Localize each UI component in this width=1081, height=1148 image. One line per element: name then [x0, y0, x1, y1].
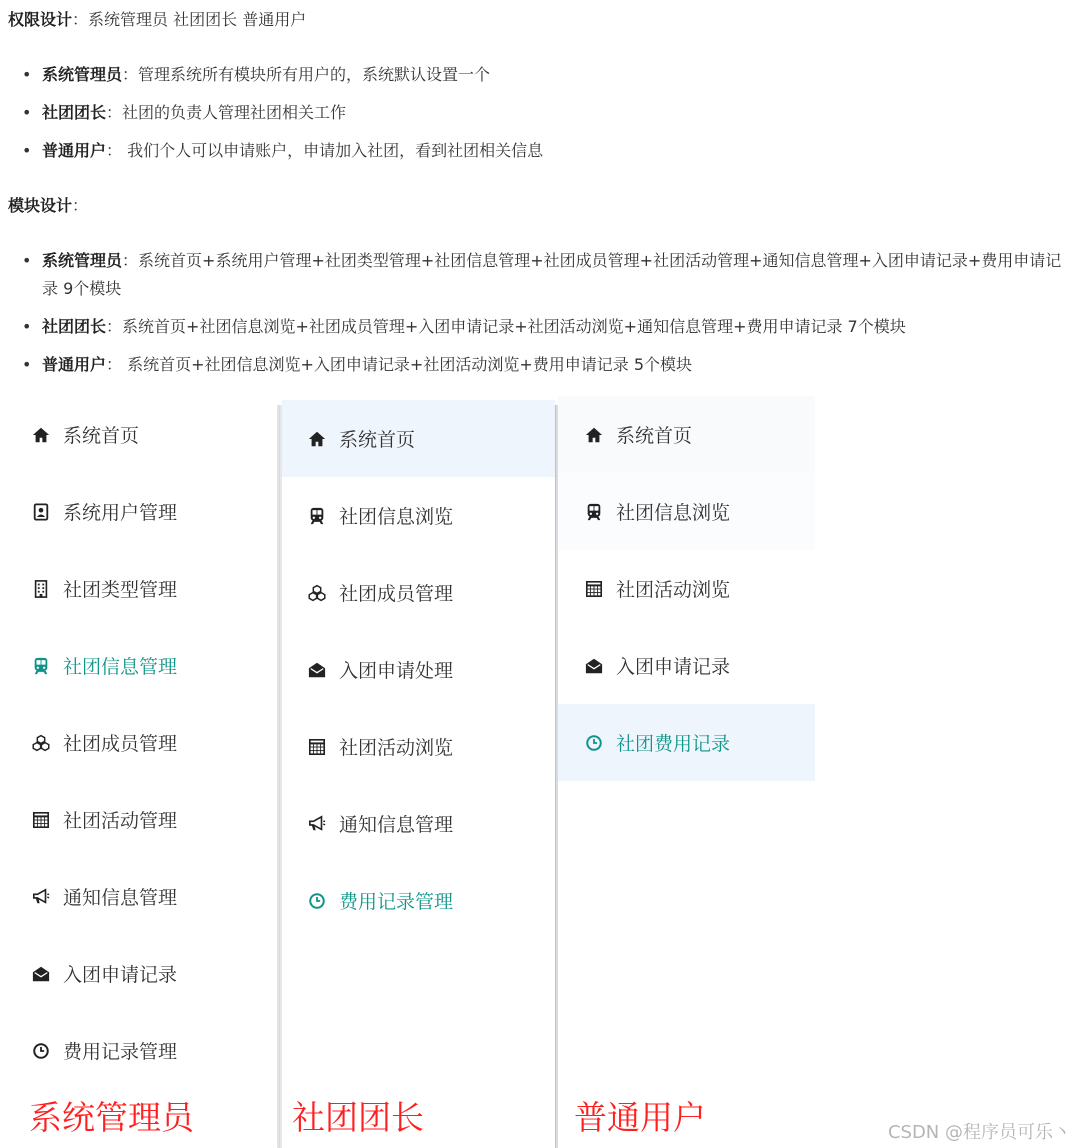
role-label-leader: 社团团长	[292, 1098, 424, 1137]
user-menu-panel	[556, 405, 815, 1148]
menu-item-club-members[interactable]: 社团成员管理	[282, 554, 555, 631]
clock-icon	[31, 1041, 51, 1061]
menu-item-notice[interactable]: 通知信息管理	[282, 785, 555, 862]
menu-item-club-type[interactable]: 社团类型管理	[0, 550, 277, 627]
building-icon	[31, 579, 51, 599]
role-label-admin: 系统管理员	[29, 1098, 194, 1137]
permission-design-label: 权限设计	[8, 10, 73, 29]
user-card-icon	[31, 502, 51, 522]
train-icon	[584, 502, 604, 522]
envelope-open-icon	[31, 964, 51, 984]
menu-item-club-info[interactable]: 社团信息浏览	[282, 477, 555, 554]
list-item: • 社团团长：社团的负责人管理社团相关工作	[8, 99, 1068, 127]
list-item: • 社团团长：系统首页+社团信息浏览+社团成员管理+入团申请记录+社团活动浏览+通知信息管理+费用申请记录 7个模块	[8, 313, 1068, 341]
permission-list	[8, 61, 1068, 175]
list-item: • 普通用户： 系统首页+社团信息浏览+入团申请记录+社团活动浏览+费用申请记录 5个模块	[8, 351, 1068, 379]
menu-item-club-activity[interactable]: 社团活动浏览	[558, 550, 815, 627]
menu-item-club-info[interactable]: 社团信息浏览	[558, 473, 815, 550]
train-icon	[307, 506, 327, 526]
calendar-icon	[307, 737, 327, 757]
list-item: • 普通用户： 我们个人可以申请账户，申请加入社团，看到社团相关信息	[8, 137, 1068, 165]
leader-menu-panel	[280, 405, 555, 1148]
menu-item-club-members[interactable]: 社团成员管理	[0, 704, 277, 781]
home-icon	[584, 425, 604, 445]
home-icon	[307, 429, 327, 449]
menu-item-join-request[interactable]: 入团申请记录	[0, 935, 277, 1012]
train-icon	[31, 656, 51, 676]
menu-item-join-request[interactable]: 入团申请处理	[282, 631, 555, 708]
envelope-open-icon	[307, 660, 327, 680]
menu-item-fee-record[interactable]: 社团费用记录	[558, 704, 815, 781]
module-design-label: 模块设计	[8, 196, 73, 215]
menu-item-fee-record[interactable]: 费用记录管理	[0, 1012, 277, 1089]
role-label-user: 普通用户	[574, 1098, 706, 1137]
menu-item-user-management[interactable]: 系统用户管理	[0, 473, 277, 550]
calendar-icon	[584, 579, 604, 599]
menu-item-join-request[interactable]: 入团申请记录	[558, 627, 815, 704]
cubes-icon	[31, 733, 51, 753]
calendar-icon	[31, 810, 51, 830]
menu-item-notice[interactable]: 通知信息管理	[0, 858, 277, 935]
cubes-icon	[307, 583, 327, 603]
menu-item-home[interactable]: 系统首页	[558, 396, 815, 473]
menu-item-fee-record[interactable]: 费用记录管理	[282, 862, 555, 939]
bullhorn-icon	[307, 814, 327, 834]
home-icon	[31, 425, 51, 445]
module-list	[8, 247, 1068, 389]
permission-design-paragraph: 权限设计：系统管理员 社团团长 普通用户	[8, 10, 307, 29]
watermark: CSDN @程序员可乐丶	[887, 1122, 1071, 1143]
permission-design-text: 系统管理员 社团团长 普通用户	[88, 10, 307, 29]
list-item: • 系统管理员：系统首页+系统用户管理+社团类型管理+社团信息管理+社团成员管理+社团活动管理+通知信息管理+入团申请记录+费用申请记录 9个模块	[8, 247, 1068, 303]
menu-item-club-activity[interactable]: 社团活动浏览	[282, 708, 555, 785]
menu-item-club-activity[interactable]: 社团活动管理	[0, 781, 277, 858]
bullhorn-icon	[31, 887, 51, 907]
envelope-open-icon	[584, 656, 604, 676]
clock-icon	[307, 891, 327, 911]
module-design-paragraph: 模块设计：	[8, 196, 89, 215]
menu-item-home[interactable]: 系统首页	[0, 396, 277, 473]
admin-menu-panel	[0, 405, 277, 1148]
list-item: • 系统管理员：管理系统所有模块所有用户的，系统默认设置一个	[8, 61, 1068, 89]
clock-icon	[584, 733, 604, 753]
menu-item-home[interactable]: 系统首页	[282, 400, 555, 477]
menu-item-club-info[interactable]: 社团信息管理	[0, 627, 277, 704]
